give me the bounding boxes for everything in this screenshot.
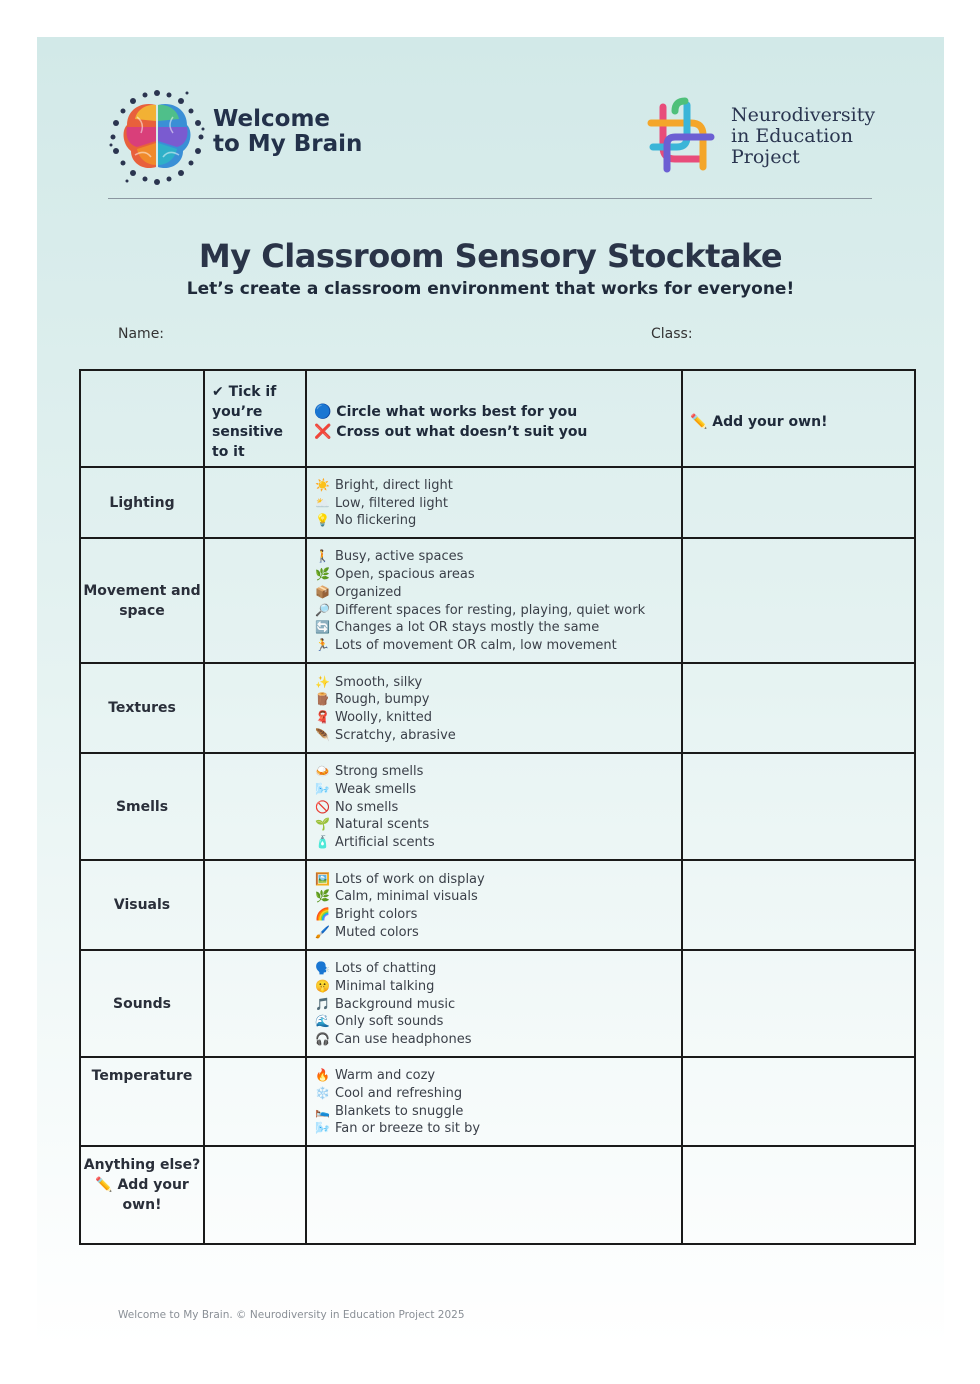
table-row (80, 1057, 915, 1146)
category-label: Smells (80, 753, 204, 860)
table-row (80, 467, 915, 538)
options-cell (306, 1146, 682, 1244)
tick-cell[interactable] (204, 467, 306, 538)
add-own-cell[interactable] (682, 753, 915, 860)
option-text: Calm, minimal visuals (335, 889, 478, 905)
option-text: Only soft sounds (335, 1014, 444, 1030)
option-emoji-icon: 🗣️ (315, 961, 330, 976)
option-item[interactable] (315, 888, 675, 906)
brand-welcome-to-my-brain: Welcome to My Brain (213, 106, 363, 157)
option-emoji-icon: 🪶 (315, 727, 330, 742)
option-emoji-icon: 🌊 (315, 1014, 330, 1029)
neurodiversity-project-logo-icon (641, 97, 721, 177)
option-item[interactable] (315, 566, 675, 584)
option-text: Busy, active spaces (335, 549, 464, 565)
option-item[interactable] (315, 602, 675, 620)
option-emoji-icon: 💡 (315, 513, 330, 528)
header-category-cell (80, 370, 204, 467)
option-emoji-icon: 🚫 (315, 799, 330, 814)
option-item[interactable] (315, 781, 675, 799)
page-title: My Classroom Sensory Stocktake (198, 237, 783, 275)
sensory-stocktake-table (79, 369, 916, 1245)
option-emoji-icon: 🎵 (315, 996, 330, 1011)
add-own-header-label: ✏️ Add your own! (690, 414, 828, 430)
option-item[interactable] (315, 799, 675, 817)
option-text: Smooth, silky (335, 674, 423, 690)
option-item[interactable] (315, 548, 675, 566)
option-item[interactable] (315, 495, 675, 513)
option-text: Lots of work on display (335, 871, 485, 887)
option-emoji-icon: 🧴 (315, 835, 330, 850)
option-emoji-icon: 🏃 (315, 637, 330, 652)
option-emoji-icon: 🛌 (315, 1103, 330, 1118)
footer-copyright: Welcome to My Brain. © Neurodiversity in Education Project 2025 (118, 1309, 465, 1321)
option-emoji-icon: 🍛 (315, 764, 330, 779)
option-emoji-icon: 🖼️ (315, 871, 330, 886)
option-item[interactable] (315, 1067, 675, 1085)
option-text: No smells (335, 799, 399, 815)
option-emoji-icon: 🖌️ (315, 924, 330, 939)
option-item[interactable] (315, 960, 675, 978)
option-emoji-icon: 🧣 (315, 710, 330, 724)
option-item[interactable] (315, 1031, 675, 1049)
tick-cell[interactable] (204, 663, 306, 753)
option-text: Open, spacious areas (335, 567, 475, 583)
category-label: Visuals (80, 860, 204, 950)
worksheet-page (37, 37, 944, 1347)
header-options-cell (306, 370, 682, 467)
option-text: Warm and cozy (335, 1068, 436, 1084)
option-emoji-icon: 🌿 (315, 889, 330, 904)
option-item[interactable] (315, 871, 675, 889)
option-text: Changes a lot OR stays mostly the same (335, 620, 600, 636)
tick-cell[interactable] (204, 1057, 306, 1146)
option-emoji-icon: ☀️ (315, 477, 330, 492)
option-text: Strong smells (335, 764, 424, 780)
options-cell (306, 950, 682, 1057)
tick-cell[interactable] (204, 1146, 306, 1244)
option-text: Organized (335, 584, 402, 600)
option-text: Weak smells (335, 781, 417, 797)
option-text: Lots of movement OR calm, low movement (335, 637, 617, 653)
table-row (80, 1146, 915, 1244)
add-own-cell[interactable] (682, 538, 915, 663)
option-emoji-icon: ✨ (315, 674, 330, 689)
table-row (80, 663, 915, 753)
option-emoji-icon: 🌿 (315, 567, 330, 582)
option-emoji-icon: 🤫 (315, 978, 330, 993)
options-cell (306, 663, 682, 753)
category-label: Textures (80, 663, 204, 753)
options-cell (306, 1057, 682, 1146)
category-label: Sounds (80, 950, 204, 1057)
add-own-cell[interactable] (682, 467, 915, 538)
cross-instruction: ❌ Cross out what doesn’t suit you (314, 424, 588, 440)
option-emoji-icon: 🪵 (315, 692, 330, 707)
add-own-cell[interactable] (682, 860, 915, 950)
option-item[interactable] (315, 674, 675, 692)
options-cell (306, 860, 682, 950)
option-text: Artificial scents (335, 835, 435, 851)
header (107, 87, 876, 187)
option-emoji-icon: 🔄 (315, 620, 330, 635)
table-row (80, 753, 915, 860)
option-item[interactable] (315, 619, 675, 637)
add-own-cell[interactable] (682, 1057, 915, 1146)
category-label: Movement and space (80, 538, 204, 663)
option-text: Scratchy, abrasive (335, 727, 456, 743)
option-text: Fan or breeze to sit by (335, 1121, 481, 1137)
circle-instruction: 🔵 Circle what works best for you (314, 404, 578, 420)
option-item[interactable] (315, 763, 675, 781)
category-label: Lighting (80, 467, 204, 538)
option-emoji-icon: 🌬️ (315, 781, 330, 796)
option-item[interactable] (315, 477, 675, 495)
page-subtitle: Let’s create a classroom environment that works for everyone! (186, 279, 795, 299)
option-text: Can use headphones (335, 1032, 472, 1048)
tick-cell[interactable] (204, 950, 306, 1057)
option-text: Background music (335, 996, 456, 1012)
option-item[interactable] (315, 691, 675, 709)
options-cell (306, 753, 682, 860)
option-emoji-icon: 🔥 (315, 1068, 330, 1083)
brain-logo-icon (107, 87, 207, 187)
option-item[interactable] (315, 584, 675, 602)
header-divider (108, 198, 872, 199)
option-text: Blankets to snuggle (335, 1103, 464, 1119)
option-emoji-icon: 🌬️ (315, 1121, 330, 1136)
option-text: Woolly, knitted (335, 710, 433, 725)
option-text: Muted colors (335, 924, 419, 940)
option-emoji-icon: 🌥️ (315, 495, 330, 510)
tick-header-label: ✔ Tick if you’re sensitive to it (212, 384, 284, 460)
options-cell (306, 538, 682, 663)
option-text: Minimal talking (335, 978, 435, 994)
header-add-own-cell (682, 370, 915, 467)
option-emoji-icon: 🎧 (315, 1032, 330, 1047)
option-text: Low, filtered light (335, 495, 449, 511)
name-field-label[interactable]: Name: (118, 326, 165, 342)
brand-neurodiversity-in-education: Neurodiversity in Education Project (731, 104, 876, 168)
tick-cell[interactable] (204, 538, 306, 663)
option-text: Bright colors (335, 907, 418, 922)
add-own-cell[interactable] (682, 1146, 915, 1244)
option-item[interactable] (315, 816, 675, 834)
option-emoji-icon: 🔎 (315, 602, 330, 617)
add-own-cell[interactable] (682, 950, 915, 1057)
option-item[interactable] (315, 1103, 675, 1121)
option-item[interactable] (315, 1013, 675, 1031)
class-field-label[interactable]: Class: (651, 326, 693, 342)
tick-cell[interactable] (204, 860, 306, 950)
option-item[interactable] (315, 1120, 675, 1138)
option-item[interactable] (315, 1085, 675, 1103)
category-label: Anything else? ✏️ Add your own! (80, 1146, 204, 1244)
option-emoji-icon: 🚶 (315, 549, 330, 564)
option-text: Natural scents (335, 817, 430, 833)
option-text: Cool and refreshing (335, 1085, 463, 1101)
table-header-row (80, 370, 915, 467)
option-text: Lots of chatting (335, 961, 437, 977)
option-item[interactable] (315, 709, 675, 727)
table-row (80, 860, 915, 950)
option-text: Bright, direct light (335, 477, 453, 493)
option-emoji-icon: ❄️ (315, 1085, 330, 1100)
option-item[interactable] (315, 512, 675, 530)
option-text: Rough, bumpy (335, 692, 430, 708)
option-emoji-icon: 📦 (315, 584, 330, 599)
option-item[interactable] (315, 727, 675, 745)
option-item[interactable] (315, 996, 675, 1014)
add-own-cell[interactable] (682, 663, 915, 753)
options-cell (306, 467, 682, 538)
category-label: Temperature (80, 1057, 204, 1146)
table-row (80, 538, 915, 663)
option-text: No flickering (335, 513, 417, 529)
option-item[interactable] (315, 924, 675, 942)
option-item[interactable] (315, 637, 675, 655)
option-emoji-icon: 🌱 (315, 817, 330, 832)
header-tick-cell (204, 370, 306, 467)
tick-cell[interactable] (204, 753, 306, 860)
option-emoji-icon: 🌈 (315, 907, 330, 921)
option-item[interactable] (315, 906, 675, 924)
option-item[interactable] (315, 834, 675, 852)
option-text: Different spaces for resting, playing, quiet work (335, 602, 646, 618)
option-item[interactable] (315, 978, 675, 996)
table-row (80, 950, 915, 1057)
